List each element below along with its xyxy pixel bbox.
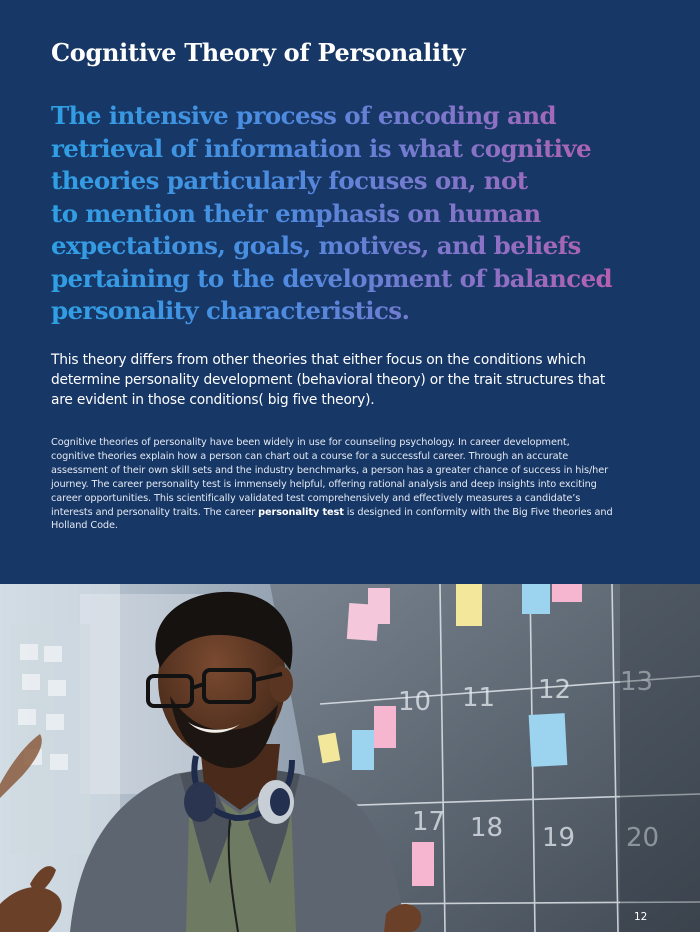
intro-line: are evident in those conditions( big five theory). [51,392,375,408]
page-number: 12 [634,911,648,923]
page-title: Cognitive Theory of Personality [51,38,466,67]
intro-line: determine personality development (behavioral theory) or the trait structures that [51,372,606,388]
calendar-number: 17 [412,807,446,837]
body-line: Holland Code. [51,520,118,532]
calendar-number: 18 [470,813,504,843]
calendar-number: 10 [398,687,432,717]
body-paragraph [51,436,661,533]
body-text: is designed in conformity with the Big Five theories and [343,506,613,518]
lead-line: retrieval of information is what cognitive [51,133,691,166]
calendar-number: 20 [626,823,660,853]
lead-paragraph [51,100,691,328]
calendar-number: 13 [620,667,654,697]
personality-test-bold: personality test [258,506,344,518]
body-line [51,506,661,520]
lead-line: theories particularly focuses on, not [51,165,691,198]
intro-paragraph [51,350,671,410]
lead-line: The intensive process of encoding and [51,100,691,133]
body-line: assessment of their own skill sets and the industry benchmarks, a person has a greater chance of success in his/her [51,464,609,476]
photo-illustration [0,584,700,932]
lead-line: expectations, goals, motives, and beliefs [51,230,691,263]
body-text: interests and personality traits. The career [51,506,259,518]
body-line: career opportunities. This scientifically validated test comprehensively and effectively measures a candidate’s [51,492,581,504]
intro-line: This theory differs from other theories that either focus on the conditions which [51,352,586,368]
lead-line: to mention their emphasis on human [51,198,691,231]
body-line: Cognitive theories of personality have been widely in use for counseling psychology. In career development, [51,437,570,448]
calendar-number: 11 [462,683,496,713]
calendar-number: 12 [538,675,572,705]
lead-line: pertaining to the development of balanced [51,263,691,296]
body-line: journey. The career personality test is immensely helpful, offering rational analysis and deep insights into exciting [51,478,597,490]
calendar-number: 19 [542,823,576,853]
photo-man-with-headphones [0,584,700,932]
body-line: cognitive theories explain how a person can chart out a course for a successful career. Through an accurate [51,450,569,462]
lead-line: personality characteristics. [51,295,691,328]
